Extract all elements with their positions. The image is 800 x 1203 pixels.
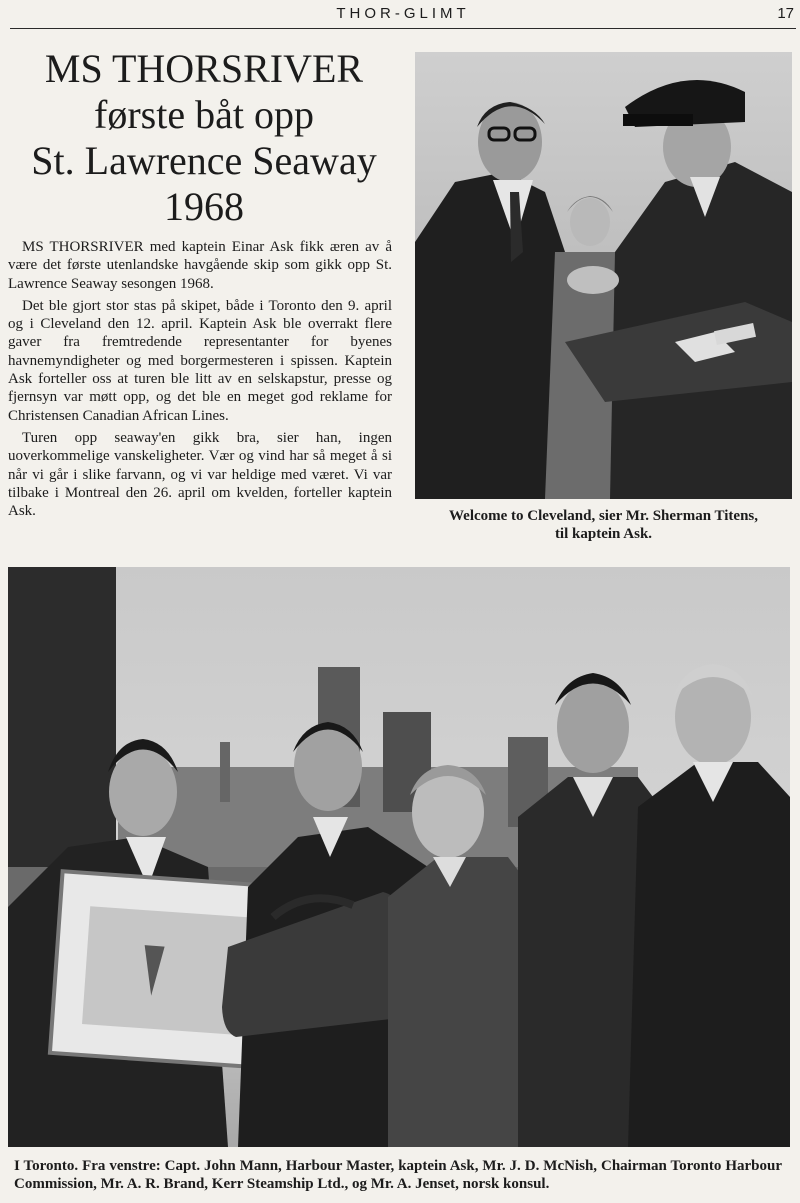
article-body [8,238,392,524]
toronto-group-photo [8,567,790,1147]
cleveland-handshake-photo [415,52,792,499]
page-header [10,0,796,29]
paragraph-3: Turen opp seaway'en gikk bra, sier han, ingen uoverkommelige vanskeligheter. Vær og vind har så meget å si når vi går i slike farvann, og vi var heldige med været. Vi var tilbake i Montreal den 26. april om kvelden, forteller kaptein Ask. [8,429,392,520]
paragraph-2: Det ble gjort stor stas på skipet, både i Toronto den 9. april og i Cleveland den 12. april. Kaptein Ask ble overrakt flere gaver fra fremtredende representanter for byenes havnemyndigheter og med borgermesteren i spissen. Kaptein Ask forteller oss at turen ble litt av en selskapstur, presse og fjernsyn var møtt opp, og det ble en meget god reklame for Christensen Canadian African Lines. [8,297,392,424]
top-photo-caption [415,507,792,543]
title-line-2: første båt opp [94,92,314,137]
article-title [8,46,400,230]
title-line-4: 1968 [164,184,244,229]
title-line-1: MS THORSRIVER [44,46,364,91]
magazine-name: THOR-GLIMT [336,5,470,22]
paragraph-1: MS THORSRIVER med kaptein Einar Ask fikk æren av å være det første utenlandske havgående skip som gikk opp St. Lawrence Seaway sesongen 1968. [8,239,392,292]
top-caption-line-1: Welcome to Cleveland, sier Mr. Sherman Titens, [448,508,758,524]
page-number: 17 [777,5,794,22]
bottom-photo-caption: I Toronto. Fra venstre: Capt. John Mann, Harbour Master, kaptein Ask, Mr. J. D. McNish, Chairman Toronto Harbour Commission, Mr. A. R. Brand, Kerr Steamship Ltd., og Mr. A. Jenset, norsk konsul. [14,1158,782,1192]
top-caption-line-2: til kaptein Ask. [554,526,653,542]
title-line-3: St. Lawrence Seaway [31,138,377,183]
